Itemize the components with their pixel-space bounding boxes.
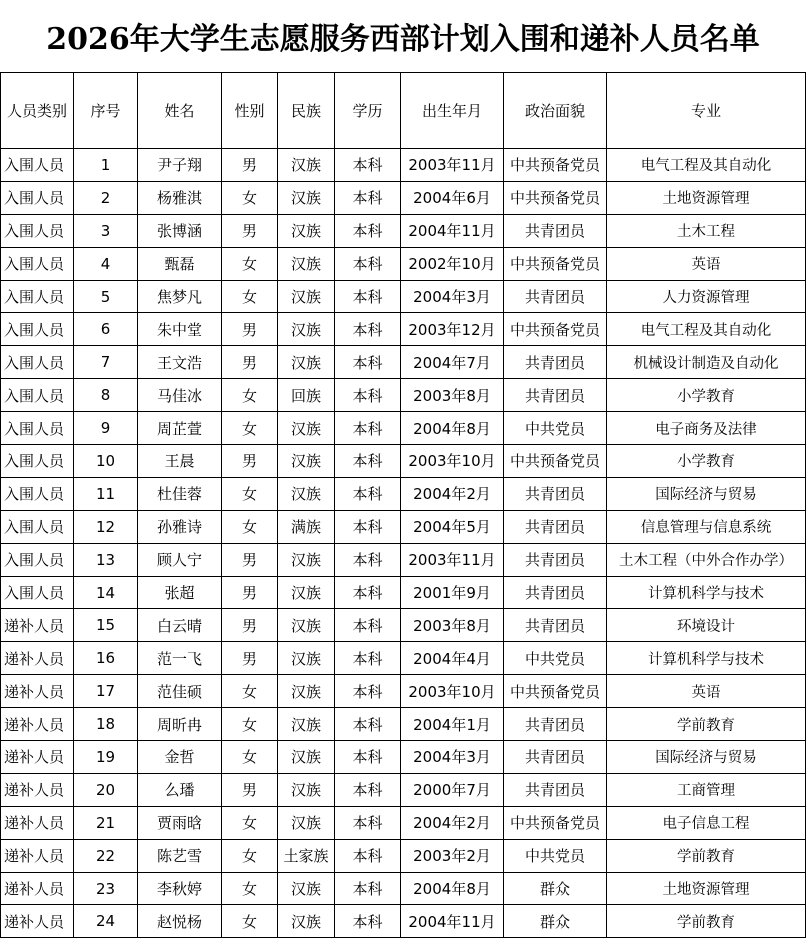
cell-gender: 女 xyxy=(222,477,278,510)
cell-category: 递补人员 xyxy=(1,708,74,741)
cell-ethnicity: 汉族 xyxy=(278,149,335,182)
cell-index: 24 xyxy=(74,905,138,938)
cell-ethnicity: 汉族 xyxy=(278,214,335,247)
cell-category: 入围人员 xyxy=(1,346,74,379)
cell-gender: 女 xyxy=(222,247,278,280)
cell-political: 群众 xyxy=(504,905,607,938)
cell-political: 共青团员 xyxy=(504,609,607,642)
cell-major: 小学教育 xyxy=(607,445,806,478)
table-row xyxy=(1,181,806,214)
cell-ethnicity: 汉族 xyxy=(278,872,335,905)
cell-gender: 男 xyxy=(222,346,278,379)
cell-major: 英语 xyxy=(607,247,806,280)
column-header-education: 学历 xyxy=(335,73,401,149)
cell-name: 杨雅淇 xyxy=(138,181,222,214)
cell-name: 赵悦杨 xyxy=(138,905,222,938)
cell-major: 土地资源管理 xyxy=(607,872,806,905)
cell-ethnicity: 汉族 xyxy=(278,905,335,938)
cell-gender: 男 xyxy=(222,543,278,576)
column-header-name: 姓名 xyxy=(138,73,222,149)
cell-name: 朱中堂 xyxy=(138,313,222,346)
cell-birth: 2003年12月 xyxy=(401,313,504,346)
cell-name: 顾人宁 xyxy=(138,543,222,576)
cell-index: 22 xyxy=(74,839,138,872)
cell-category: 入围人员 xyxy=(1,214,74,247)
cell-name: 范佳硕 xyxy=(138,675,222,708)
cell-index: 11 xyxy=(74,477,138,510)
cell-gender: 女 xyxy=(222,379,278,412)
cell-category: 递补人员 xyxy=(1,675,74,708)
cell-birth: 2004年3月 xyxy=(401,280,504,313)
cell-index: 21 xyxy=(74,806,138,839)
cell-name: 范一飞 xyxy=(138,642,222,675)
cell-index: 20 xyxy=(74,773,138,806)
table-row xyxy=(1,806,806,839)
cell-ethnicity: 汉族 xyxy=(278,675,335,708)
cell-ethnicity: 汉族 xyxy=(278,806,335,839)
cell-major: 国际经济与贸易 xyxy=(607,741,806,774)
cell-major: 工商管理 xyxy=(607,773,806,806)
cell-name: 焦梦凡 xyxy=(138,280,222,313)
cell-birth: 2003年11月 xyxy=(401,543,504,576)
cell-index: 8 xyxy=(74,379,138,412)
cell-name: 李秋婷 xyxy=(138,872,222,905)
cell-category: 入围人员 xyxy=(1,181,74,214)
cell-index: 6 xyxy=(74,313,138,346)
cell-major: 机械设计制造及自动化 xyxy=(607,346,806,379)
table-row xyxy=(1,214,806,247)
cell-education: 本科 xyxy=(335,708,401,741)
cell-category: 入围人员 xyxy=(1,543,74,576)
cell-category: 入围人员 xyxy=(1,247,74,280)
cell-gender: 女 xyxy=(222,839,278,872)
cell-index: 16 xyxy=(74,642,138,675)
table-row xyxy=(1,839,806,872)
cell-political: 中共预备党员 xyxy=(504,675,607,708)
cell-major: 学前教育 xyxy=(607,839,806,872)
cell-name: 孙雅诗 xyxy=(138,510,222,543)
cell-major: 学前教育 xyxy=(607,708,806,741)
cell-category: 入围人员 xyxy=(1,379,74,412)
cell-index: 5 xyxy=(74,280,138,313)
cell-name: 白云晴 xyxy=(138,609,222,642)
table-row xyxy=(1,773,806,806)
cell-birth: 2003年10月 xyxy=(401,445,504,478)
cell-category: 入围人员 xyxy=(1,445,74,478)
roster-table xyxy=(0,72,806,938)
cell-category: 递补人员 xyxy=(1,773,74,806)
cell-index: 15 xyxy=(74,609,138,642)
cell-category: 递补人员 xyxy=(1,872,74,905)
cell-education: 本科 xyxy=(335,609,401,642)
cell-education: 本科 xyxy=(335,675,401,708)
cell-education: 本科 xyxy=(335,280,401,313)
cell-birth: 2002年10月 xyxy=(401,247,504,280)
cell-major: 电气工程及其自动化 xyxy=(607,149,806,182)
cell-major: 信息管理与信息系统 xyxy=(607,510,806,543)
table-row xyxy=(1,510,806,543)
cell-education: 本科 xyxy=(335,806,401,839)
cell-name: 杜佳蓉 xyxy=(138,477,222,510)
column-header-political: 政治面貌 xyxy=(504,73,607,149)
cell-gender: 女 xyxy=(222,181,278,214)
cell-birth: 2004年3月 xyxy=(401,741,504,774)
cell-political: 中共预备党员 xyxy=(504,806,607,839)
cell-political: 中共预备党员 xyxy=(504,149,607,182)
table-row xyxy=(1,313,806,346)
cell-category: 入围人员 xyxy=(1,313,74,346)
cell-ethnicity: 汉族 xyxy=(278,741,335,774)
cell-gender: 女 xyxy=(222,412,278,445)
cell-gender: 男 xyxy=(222,609,278,642)
cell-name: 周芷萱 xyxy=(138,412,222,445)
cell-name: 周昕冉 xyxy=(138,708,222,741)
cell-birth: 2004年11月 xyxy=(401,905,504,938)
cell-major: 电气工程及其自动化 xyxy=(607,313,806,346)
cell-category: 递补人员 xyxy=(1,642,74,675)
cell-name: 么璠 xyxy=(138,773,222,806)
cell-birth: 2001年9月 xyxy=(401,576,504,609)
cell-index: 14 xyxy=(74,576,138,609)
table-row xyxy=(1,609,806,642)
cell-category: 入围人员 xyxy=(1,280,74,313)
cell-ethnicity: 汉族 xyxy=(278,247,335,280)
cell-birth: 2003年11月 xyxy=(401,149,504,182)
cell-major: 土木工程 xyxy=(607,214,806,247)
cell-ethnicity: 汉族 xyxy=(278,181,335,214)
cell-political: 共青团员 xyxy=(504,543,607,576)
column-header-major: 专业 xyxy=(607,73,806,149)
cell-ethnicity: 汉族 xyxy=(278,642,335,675)
cell-gender: 男 xyxy=(222,313,278,346)
cell-index: 7 xyxy=(74,346,138,379)
table-row xyxy=(1,247,806,280)
cell-index: 1 xyxy=(74,149,138,182)
cell-category: 入围人员 xyxy=(1,477,74,510)
column-header-birth: 出生年月 xyxy=(401,73,504,149)
cell-category: 入围人员 xyxy=(1,149,74,182)
table-row xyxy=(1,445,806,478)
cell-gender: 男 xyxy=(222,576,278,609)
cell-birth: 2003年8月 xyxy=(401,609,504,642)
cell-major: 土木工程（中外合作办学） xyxy=(607,543,806,576)
cell-index: 9 xyxy=(74,412,138,445)
cell-name: 尹子翔 xyxy=(138,149,222,182)
cell-name: 金哲 xyxy=(138,741,222,774)
cell-political: 共青团员 xyxy=(504,741,607,774)
table-body xyxy=(1,149,806,938)
cell-education: 本科 xyxy=(335,412,401,445)
cell-category: 递补人员 xyxy=(1,741,74,774)
header-row xyxy=(1,73,806,149)
cell-name: 张超 xyxy=(138,576,222,609)
cell-political: 中共预备党员 xyxy=(504,181,607,214)
cell-index: 23 xyxy=(74,872,138,905)
cell-ethnicity: 汉族 xyxy=(278,280,335,313)
table-row xyxy=(1,576,806,609)
cell-ethnicity: 汉族 xyxy=(278,708,335,741)
cell-index: 4 xyxy=(74,247,138,280)
table-row xyxy=(1,708,806,741)
cell-political: 中共预备党员 xyxy=(504,247,607,280)
cell-index: 12 xyxy=(74,510,138,543)
table-row xyxy=(1,872,806,905)
cell-political: 中共党员 xyxy=(504,839,607,872)
cell-political: 中共预备党员 xyxy=(504,445,607,478)
cell-name: 张博涵 xyxy=(138,214,222,247)
cell-political: 中共党员 xyxy=(504,642,607,675)
cell-index: 19 xyxy=(74,741,138,774)
cell-birth: 2000年7月 xyxy=(401,773,504,806)
cell-category: 递补人员 xyxy=(1,905,74,938)
cell-birth: 2004年4月 xyxy=(401,642,504,675)
table-row xyxy=(1,379,806,412)
cell-gender: 男 xyxy=(222,214,278,247)
cell-index: 13 xyxy=(74,543,138,576)
column-header-ethnicity: 民族 xyxy=(278,73,335,149)
cell-education: 本科 xyxy=(335,313,401,346)
table-row xyxy=(1,412,806,445)
cell-name: 马佳冰 xyxy=(138,379,222,412)
cell-ethnicity: 汉族 xyxy=(278,576,335,609)
cell-name: 甄磊 xyxy=(138,247,222,280)
cell-name: 陈艺雪 xyxy=(138,839,222,872)
cell-education: 本科 xyxy=(335,576,401,609)
cell-education: 本科 xyxy=(335,642,401,675)
cell-ethnicity: 汉族 xyxy=(278,445,335,478)
column-header-category: 人员类别 xyxy=(1,73,74,149)
cell-political: 共青团员 xyxy=(504,477,607,510)
cell-category: 递补人员 xyxy=(1,806,74,839)
cell-index: 3 xyxy=(74,214,138,247)
cell-index: 10 xyxy=(74,445,138,478)
cell-political: 共青团员 xyxy=(504,576,607,609)
cell-birth: 2003年2月 xyxy=(401,839,504,872)
cell-gender: 女 xyxy=(222,510,278,543)
cell-birth: 2003年8月 xyxy=(401,379,504,412)
cell-political: 中共党员 xyxy=(504,412,607,445)
cell-index: 2 xyxy=(74,181,138,214)
column-header-gender: 性别 xyxy=(222,73,278,149)
cell-gender: 男 xyxy=(222,445,278,478)
cell-political: 群众 xyxy=(504,872,607,905)
cell-political: 共青团员 xyxy=(504,214,607,247)
cell-category: 递补人员 xyxy=(1,609,74,642)
cell-birth: 2003年10月 xyxy=(401,675,504,708)
page-title: 2026年大学生志愿服务西部计划入围和递补人员名单 xyxy=(46,22,760,57)
cell-category: 递补人员 xyxy=(1,839,74,872)
cell-ethnicity: 汉族 xyxy=(278,412,335,445)
cell-birth: 2004年1月 xyxy=(401,708,504,741)
cell-education: 本科 xyxy=(335,510,401,543)
cell-gender: 女 xyxy=(222,675,278,708)
table-row xyxy=(1,642,806,675)
cell-ethnicity: 汉族 xyxy=(278,609,335,642)
cell-birth: 2004年5月 xyxy=(401,510,504,543)
column-header-index: 序号 xyxy=(74,73,138,149)
cell-education: 本科 xyxy=(335,477,401,510)
cell-ethnicity: 汉族 xyxy=(278,543,335,576)
cell-ethnicity: 土家族 xyxy=(278,839,335,872)
cell-education: 本科 xyxy=(335,445,401,478)
cell-major: 计算机科学与技术 xyxy=(607,576,806,609)
cell-major: 环境设计 xyxy=(607,609,806,642)
cell-major: 人力资源管理 xyxy=(607,280,806,313)
cell-education: 本科 xyxy=(335,872,401,905)
cell-category: 入围人员 xyxy=(1,412,74,445)
cell-major: 小学教育 xyxy=(607,379,806,412)
cell-education: 本科 xyxy=(335,214,401,247)
cell-major: 电子信息工程 xyxy=(607,806,806,839)
cell-political: 共青团员 xyxy=(504,346,607,379)
cell-gender: 女 xyxy=(222,708,278,741)
cell-birth: 2004年6月 xyxy=(401,181,504,214)
cell-ethnicity: 汉族 xyxy=(278,477,335,510)
table-row xyxy=(1,477,806,510)
cell-index: 18 xyxy=(74,708,138,741)
cell-gender: 女 xyxy=(222,905,278,938)
cell-birth: 2004年2月 xyxy=(401,477,504,510)
cell-ethnicity: 汉族 xyxy=(278,773,335,806)
cell-political: 共青团员 xyxy=(504,379,607,412)
cell-ethnicity: 满族 xyxy=(278,510,335,543)
cell-major: 英语 xyxy=(607,675,806,708)
cell-education: 本科 xyxy=(335,773,401,806)
table-row xyxy=(1,543,806,576)
cell-birth: 2004年8月 xyxy=(401,872,504,905)
cell-gender: 女 xyxy=(222,741,278,774)
cell-major: 学前教育 xyxy=(607,905,806,938)
cell-index: 17 xyxy=(74,675,138,708)
cell-education: 本科 xyxy=(335,905,401,938)
cell-ethnicity: 回族 xyxy=(278,379,335,412)
cell-category: 入围人员 xyxy=(1,576,74,609)
cell-name: 贾雨晗 xyxy=(138,806,222,839)
cell-political: 共青团员 xyxy=(504,280,607,313)
cell-gender: 女 xyxy=(222,872,278,905)
cell-major: 国际经济与贸易 xyxy=(607,477,806,510)
cell-education: 本科 xyxy=(335,741,401,774)
cell-education: 本科 xyxy=(335,543,401,576)
cell-major: 计算机科学与技术 xyxy=(607,642,806,675)
cell-education: 本科 xyxy=(335,181,401,214)
cell-major: 土地资源管理 xyxy=(607,181,806,214)
cell-birth: 2004年11月 xyxy=(401,214,504,247)
cell-political: 共青团员 xyxy=(504,510,607,543)
table-row xyxy=(1,675,806,708)
cell-name: 王晨 xyxy=(138,445,222,478)
table-row xyxy=(1,741,806,774)
cell-gender: 男 xyxy=(222,773,278,806)
cell-education: 本科 xyxy=(335,379,401,412)
cell-ethnicity: 汉族 xyxy=(278,346,335,379)
cell-education: 本科 xyxy=(335,839,401,872)
cell-political: 共青团员 xyxy=(504,708,607,741)
cell-birth: 2004年2月 xyxy=(401,806,504,839)
cell-education: 本科 xyxy=(335,346,401,379)
cell-category: 入围人员 xyxy=(1,510,74,543)
table-row xyxy=(1,346,806,379)
cell-birth: 2004年7月 xyxy=(401,346,504,379)
cell-major: 电子商务及法律 xyxy=(607,412,806,445)
cell-education: 本科 xyxy=(335,247,401,280)
cell-gender: 女 xyxy=(222,806,278,839)
table-row xyxy=(1,149,806,182)
table-row xyxy=(1,280,806,313)
cell-political: 中共预备党员 xyxy=(504,313,607,346)
table-row xyxy=(1,905,806,938)
cell-ethnicity: 汉族 xyxy=(278,313,335,346)
cell-education: 本科 xyxy=(335,149,401,182)
cell-birth: 2004年8月 xyxy=(401,412,504,445)
cell-gender: 男 xyxy=(222,642,278,675)
cell-gender: 男 xyxy=(222,149,278,182)
cell-political: 共青团员 xyxy=(504,773,607,806)
cell-gender: 女 xyxy=(222,280,278,313)
cell-name: 王文浩 xyxy=(138,346,222,379)
